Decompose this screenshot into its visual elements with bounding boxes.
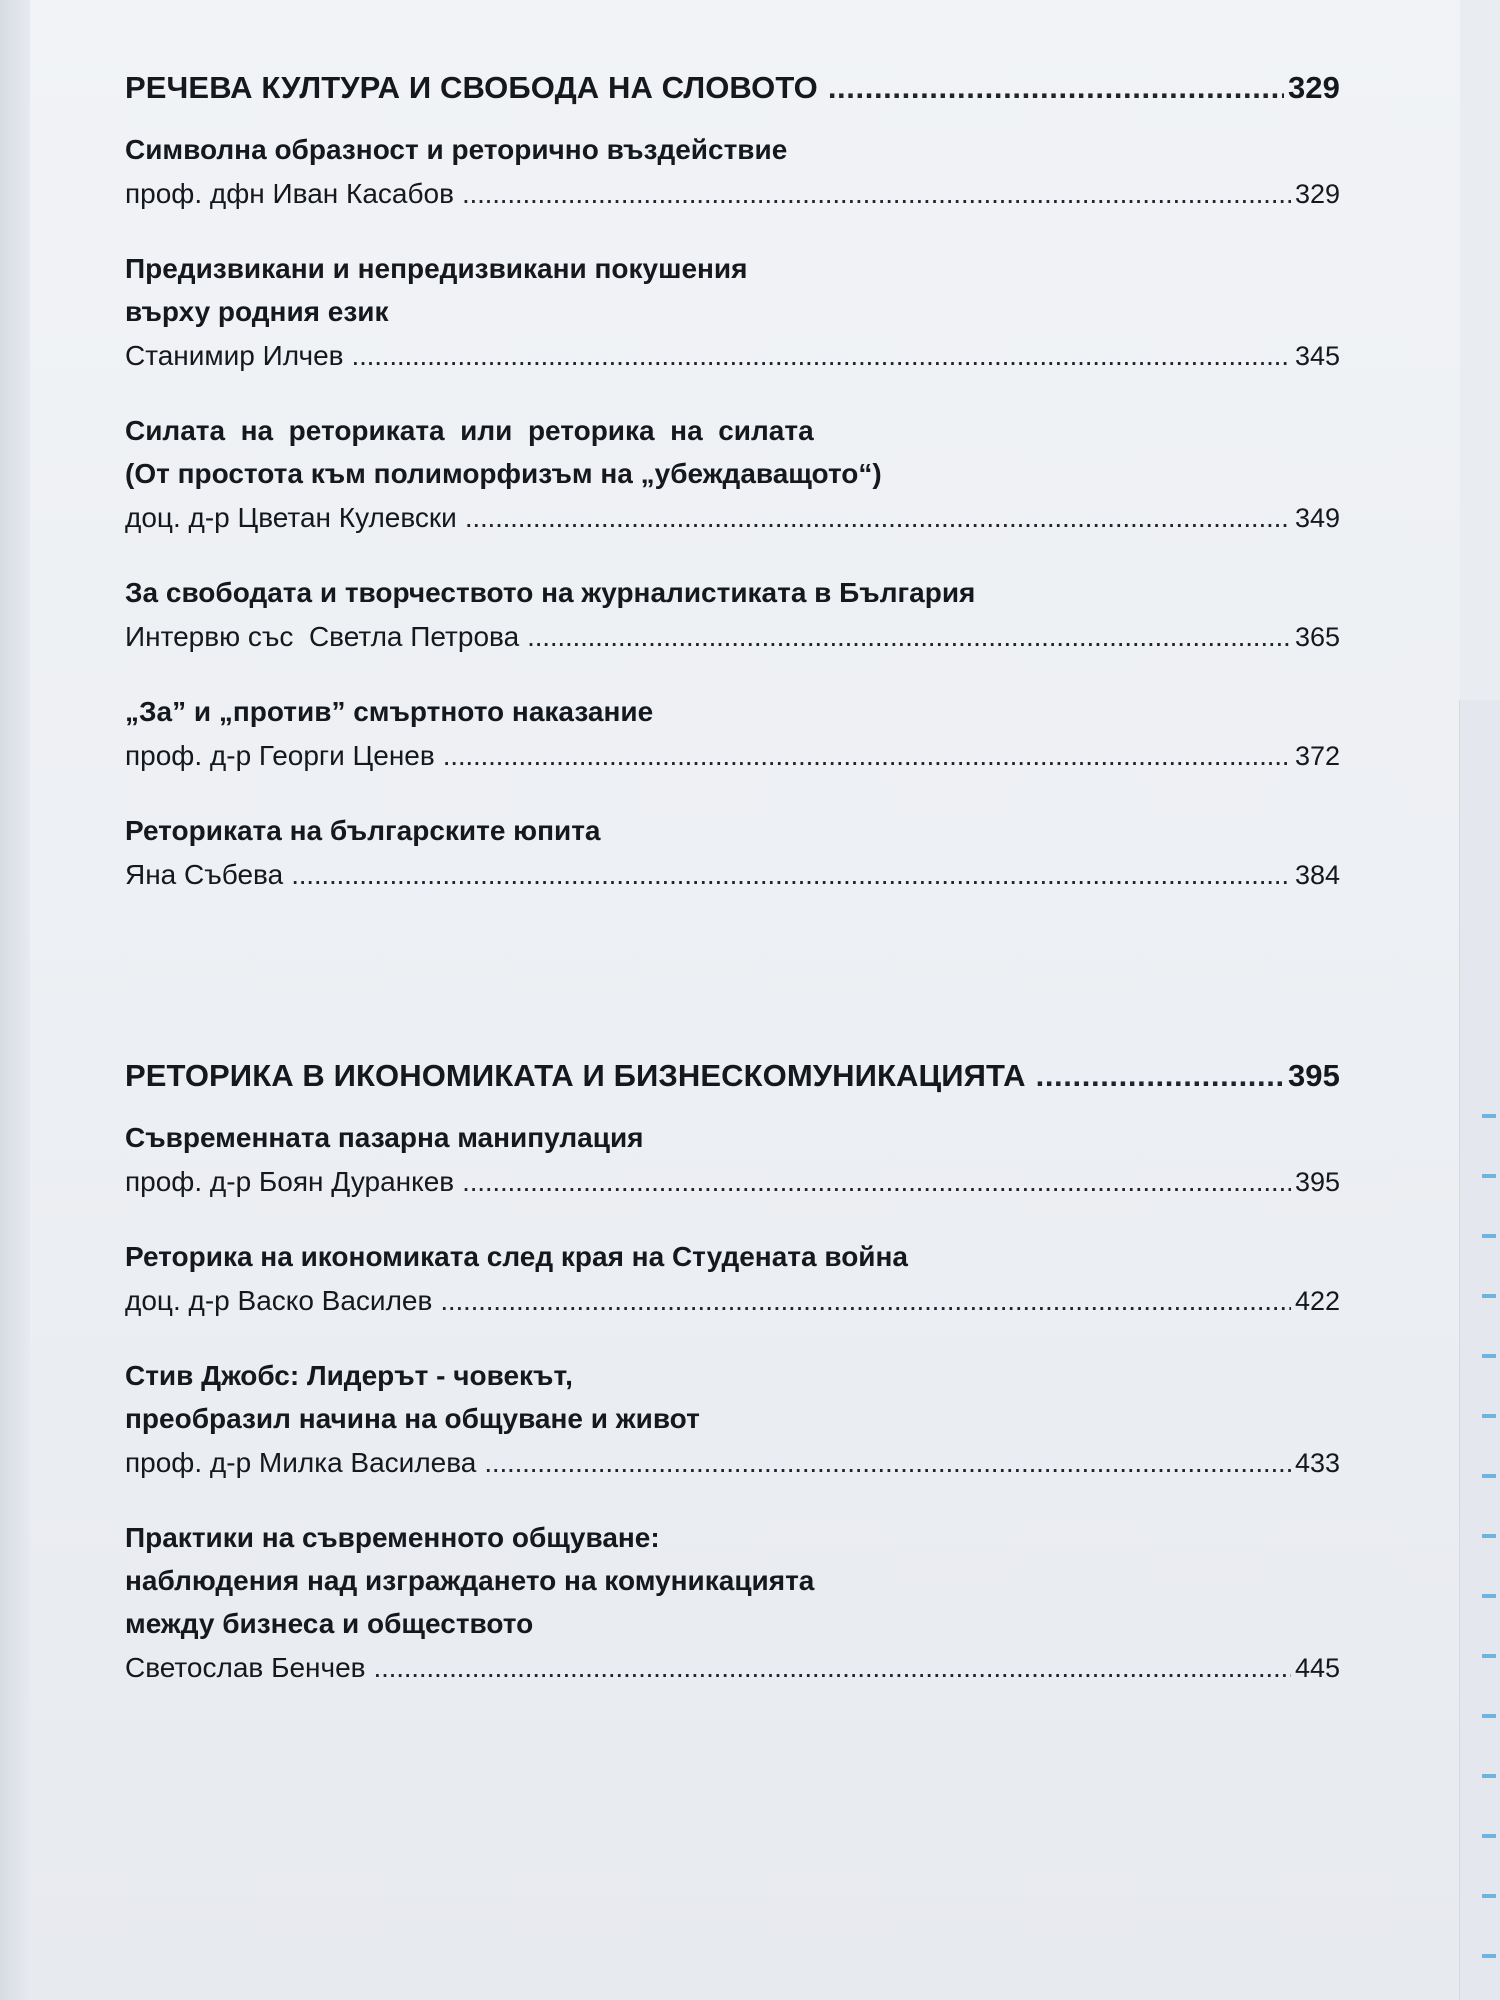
dot-leader xyxy=(462,171,1291,217)
toc-entry xyxy=(125,571,1340,660)
toc-entry xyxy=(125,1235,1340,1324)
dot-leader xyxy=(828,70,1284,106)
entry-title: За свободата и творчеството на журналистиката в България xyxy=(125,577,976,608)
entry-page-number: 349 xyxy=(1294,503,1340,533)
section-heading xyxy=(125,70,1340,106)
table-of-contents xyxy=(125,70,1340,1721)
entry-author: Станимир Илчев xyxy=(125,340,344,371)
toc-entry xyxy=(125,1354,1340,1486)
entry-author-line xyxy=(125,1278,1340,1324)
entry-author: проф. д-р Георги Ценев xyxy=(125,740,435,771)
entry-page-number: 433 xyxy=(1294,1448,1340,1478)
toc-entry xyxy=(125,690,1340,779)
entry-title: Реториката на българските юпита xyxy=(125,815,601,846)
entry-author-line xyxy=(125,852,1340,898)
entry-author: доц. д-р Цветан Кулевски xyxy=(125,502,457,533)
entry-title: Съвременната пазарна манипулация xyxy=(125,1122,644,1153)
entry-title: Предизвикани и непредизвикани покушения xyxy=(125,253,748,284)
entry-page-number: 395 xyxy=(1294,1167,1340,1197)
entry-page-number: 329 xyxy=(1294,179,1340,209)
entry-author: Светослав Бенчев xyxy=(125,1652,366,1683)
entry-author-line xyxy=(125,1645,1340,1691)
entry-author-line xyxy=(125,614,1340,660)
entry-title: Стив Джобс: Лидерът - човекът, xyxy=(125,1360,573,1391)
entry-author-line xyxy=(125,1440,1340,1486)
entry-title: Символна образност и реторично въздействие xyxy=(125,134,788,165)
toc-entry xyxy=(125,809,1340,898)
dot-leader xyxy=(465,495,1291,541)
entry-title: Реторика на икономиката след края на Студената война xyxy=(125,1241,908,1272)
toc-entry xyxy=(125,247,1340,379)
entry-author: проф. дфн Иван Касабов xyxy=(125,178,454,209)
entry-author-line xyxy=(125,333,1340,379)
dot-leader xyxy=(352,333,1291,379)
entry-page-number: 372 xyxy=(1294,741,1340,771)
entry-title: между бизнеса и обществото xyxy=(125,1608,534,1639)
entry-author-line xyxy=(125,171,1340,217)
entry-page-number: 384 xyxy=(1294,860,1340,890)
dot-leader xyxy=(291,852,1291,898)
dot-leader xyxy=(374,1645,1291,1691)
entry-author-line xyxy=(125,733,1340,779)
entry-page-number: 365 xyxy=(1294,622,1340,652)
section-page-number: 395 xyxy=(1287,1058,1340,1093)
entry-author: Интервю със Светла Петрова xyxy=(125,621,520,652)
section-title: РЕЧЕВА КУЛТУРА И СВОБОДА НА СЛОВОТО xyxy=(125,70,818,105)
entry-page-number: 345 xyxy=(1294,341,1340,371)
toc-entry xyxy=(125,1116,1340,1205)
dot-leader xyxy=(440,1278,1291,1324)
toc-entry xyxy=(125,128,1340,217)
entry-title: Практики на съвременното общуване: xyxy=(125,1522,660,1553)
dot-leader xyxy=(443,733,1291,779)
entry-title: (От простота към полиморфизъм на „убеждаващото“) xyxy=(125,458,882,489)
section-title: РЕТОРИКА В ИКОНОМИКАТА И БИЗНЕСКОМУНИКАЦИЯТА xyxy=(125,1058,1026,1093)
dot-leader xyxy=(527,614,1291,660)
toc-entry xyxy=(125,1516,1340,1691)
dot-leader xyxy=(1036,1058,1284,1094)
dot-leader xyxy=(462,1159,1291,1205)
entry-author: проф. д-р Милка Василева xyxy=(125,1447,477,1478)
section-page-number: 329 xyxy=(1287,70,1340,105)
entry-page-number: 422 xyxy=(1294,1286,1340,1316)
entry-title: наблюдения над изграждането на комуникацията xyxy=(125,1565,815,1596)
entry-title: преобразил начина на общуване и живот xyxy=(125,1403,700,1434)
entry-author-line xyxy=(125,1159,1340,1205)
blue-margin-marks xyxy=(1482,1080,1496,1960)
page-edge-shadow xyxy=(0,0,30,2000)
entry-title: върху родния език xyxy=(125,296,389,327)
entry-author-line xyxy=(125,495,1340,541)
entry-author: Яна Събева xyxy=(125,859,284,890)
entry-title: „За” и „против” смъртното наказание xyxy=(125,696,654,727)
entry-author: проф. д-р Боян Дуранкев xyxy=(125,1166,455,1197)
entry-page-number: 445 xyxy=(1294,1653,1340,1683)
dot-leader xyxy=(484,1440,1291,1486)
section-heading xyxy=(125,1058,1340,1094)
entry-title: Силата на реториката или реторика на силата xyxy=(125,415,814,446)
toc-entry xyxy=(125,409,1340,541)
entry-author: доц. д-р Васко Василев xyxy=(125,1285,433,1316)
